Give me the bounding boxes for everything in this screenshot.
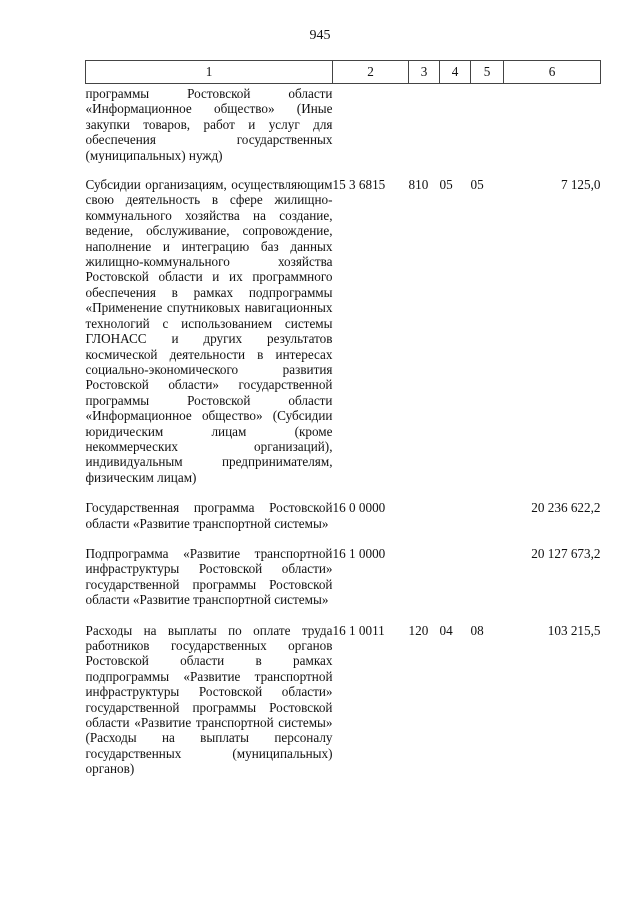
- row-pr: 05: [470, 177, 484, 193]
- row-csr: [333, 84, 409, 178]
- row-name: Подпрограмма «Развитие транспортной инфраструктуры Ростовской области» государственной программы Ростовской области «Развитие транспортной системы»: [85, 545, 333, 608]
- table-body: [86, 84, 601, 792]
- budget-table: [85, 60, 601, 792]
- table-row: [86, 623, 601, 792]
- row-rz: 04: [439, 622, 453, 638]
- table-row: [86, 177, 601, 500]
- table-row: [86, 546, 601, 623]
- column-header-sum: 6: [504, 61, 601, 84]
- row-vr: [409, 546, 440, 623]
- table-row: [86, 500, 601, 546]
- table-row: [86, 84, 601, 178]
- row-csr: 16 1 0000: [332, 545, 386, 561]
- row-vr: [409, 84, 440, 178]
- row-pr: [471, 546, 504, 623]
- row-pr: [471, 84, 504, 178]
- row-sum: 7 125,0: [560, 177, 601, 193]
- row-vr: 810: [408, 177, 429, 193]
- table-header: [86, 61, 601, 84]
- row-rz: [440, 546, 471, 623]
- row-sum: 20 236 622,2: [531, 500, 601, 516]
- row-name: Государственная программа Ростовской области «Развитие транспортной системы»: [85, 500, 333, 531]
- row-pr: 08: [470, 622, 484, 638]
- row-name: Расходы на выплаты по оплате труда работников государственных органов Ростовской области в рамках подпрограммы «Развитие транспортной инфраструктуры Ростовской области» государственной программы Ростовской области «Развитие транспортной системы» (Расходы на выплаты персоналу государственных (муниципальных) органов): [85, 622, 333, 777]
- header-row: [86, 61, 601, 84]
- row-name: Субсидии организациям, осуществляющим свою деятельность в сфере жилищно-коммунального хозяйства на создание, ведение, обслуживание, сопровождение, наполнение и интеграцию баз данных жилищно-коммунального хозяйства Ростовской области и их программного обеспечения в рамках подпрограммы «Применение спутниковых навигационных технологий с использованием системы ГЛОНАСС и других результатов космической деятельности в интересах социально-экономического развития Ростовской области» государственной программы Ростовской области «Информационное общество» (Субсидии юридическим лицам (кроме некоммерческих организаций), индивидуальным предпринимателям, физическим лицам): [85, 177, 333, 485]
- row-sum: 103 215,5: [547, 622, 601, 638]
- row-csr: 16 0 0000: [332, 500, 386, 516]
- row-vr: 120: [408, 622, 429, 638]
- row-rz: [440, 84, 471, 178]
- column-header-pr: 5: [471, 61, 504, 84]
- row-csr: 16 1 0011: [332, 622, 385, 638]
- column-header-name: 1: [86, 61, 333, 84]
- column-header-csr: 2: [333, 61, 409, 84]
- row-rz: [440, 500, 471, 546]
- row-csr: 15 3 6815: [332, 177, 386, 193]
- page-number: 945: [309, 28, 331, 43]
- row-sum: [504, 84, 601, 178]
- row-rz: 05: [439, 177, 453, 193]
- row-sum: 20 127 673,2: [531, 545, 601, 561]
- row-vr: [409, 500, 440, 546]
- column-header-vr: 3: [409, 61, 440, 84]
- row-name: программы Ростовской области «Информационное общество» (Иные закупки товаров, работ и услуг для обеспечения государственных (муниципальных) нужд): [85, 86, 333, 163]
- column-header-rz: 4: [440, 61, 471, 84]
- row-pr: [471, 500, 504, 546]
